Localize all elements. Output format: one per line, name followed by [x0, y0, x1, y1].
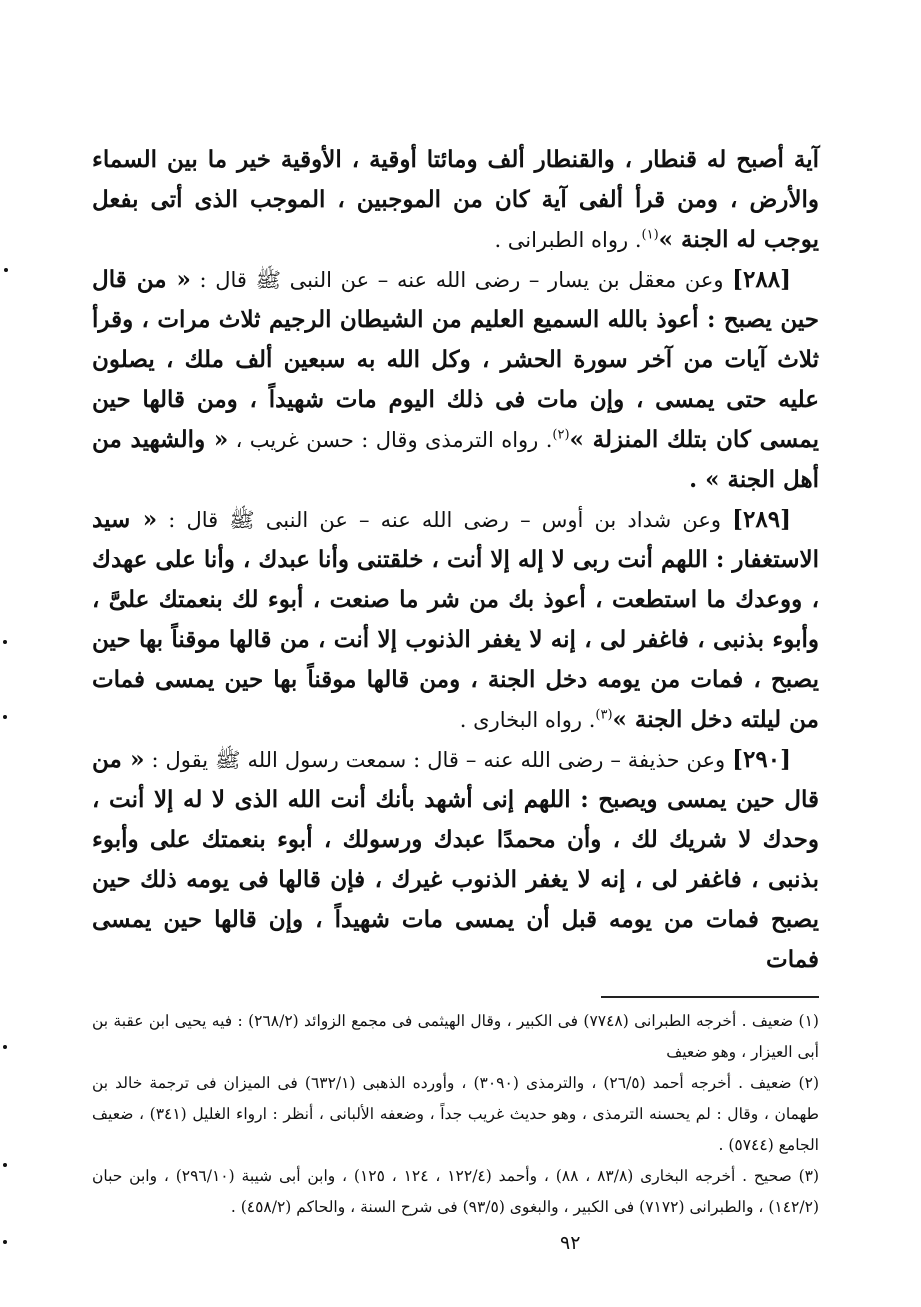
- narration-source: . رواه الطبرانى .: [494, 228, 642, 252]
- footnote-ref: (١): [641, 227, 659, 243]
- footnote-3: (٣) صحيح . أخرجه البخارى (٨٣/٨ ، ٨٨) ، وأحمد (١٢٢/٤ ، ١٢٤ ، ١٢٥) ، وابن أبى شيبة (٢٩٦/١٠) ، وابن حبان (١٤٢/٢) ، والطبرانى (٧١٧٢) فى الكبير ، والبغوى (٩٣/٥) فى شرح السنة ، والحاكم (٤٥٨/٢) .: [92, 1167, 820, 1216]
- paragraph-continuation: [92, 140, 819, 260]
- scan-speck: [3, 1045, 7, 1049]
- hadith-text: « من قال حين يصبح : أعوذ بالله السميع العليم من الشيطان الرجيم ثلاث مرات ، وقرأ ثلاث آيات من آخر سورة الحشر ، وكل الله به سبعين ألف ملك ، يصلون عليه حتى يمسى ، وإن مات فى ذلك اليوم مات شهيداً ، ومن قالها حين يمسى كان بتلك المنزلة »: [92, 266, 819, 453]
- hadith-number: [٢٨٨]: [732, 266, 791, 293]
- scan-speck: [3, 715, 7, 719]
- hadith-text-addition: « والشهيد من أهل الجنة » .: [92, 426, 819, 493]
- footnote-1: (١) ضعيف . أخرجه الطبرانى (٧٧٤٨) فى الكبير ، وقال الهيثمى فى مجمع الزوائد (٢٦٨/٢) : فيه يحيى ابن عقبة بن أبى العيزار ، وهو ضعيف: [92, 1012, 819, 1061]
- hadith-text: « من قال حين يمسى ويصبح : اللهم إنى أشهد بأنك أنت الله الذى لا له إلا أنت ، وحدك لا شريك لك ، وأن محمدًا عبدك ورسولك ، أبوء بنعمتك على وأبوء بذنبى ، فاغفر لى ، إنه لا يغفر الذنوب غيرك ، فإن قالها فى يومه ذلك حين يصبح فمات من يومه قبل أن يمسى مات شهيداً ، وإن قالها حين يمسى فمات: [92, 746, 819, 973]
- narration-source: . رواه الترمذى وقال : حسن غريب ،: [228, 428, 553, 452]
- paragraph-hadith-288: [92, 260, 819, 500]
- hadith-text: « سيد الاستغفار : اللهم أنت ربى لا إله إلا أنت ، خلقتنى وأنا عبدك ، وأنا على عهدك ، ووعدك ما استطعت ، أعوذ بك من شر ما صنعت ، أبوء لك بنعمتك علىَّ ، وأبوء بذنبى ، فاغفر لى ، إنه لا يغفر الذنوب إلا أنت ، من قالها موقناً بها حين يصبح ، فمات من يومه دخل الجنة ، ومن قالها موقناً بها حين يمسى فمات من ليلته دخل الجنة »: [92, 506, 819, 733]
- narration-source: . رواه البخارى .: [459, 708, 596, 732]
- footnotes: [92, 1006, 819, 1223]
- hadith-text: آية أصبح له قنطار ، والقنطار ألف ومائتا أوقية ، الأوقية خير ما بين السماء والأرض ، ومن قرأ ألفى آية كان من الموجبين ، الموجب الذى أتى بفعل يوجب له الجنة »: [92, 146, 819, 253]
- footnote-ref: (٣): [595, 707, 613, 723]
- footnote-divider: [601, 996, 819, 998]
- footnote-ref: (٢): [552, 427, 570, 443]
- footnote-2: (٢) ضعيف . أخرجه أحمد (٢٦/٥) ، والترمذى (٣٠٩٠) ، وأورده الذهبى (٦٣٢/١) فى الميزان فى ترجمة خالد بن طهمان ، وقال : لم يحسنه الترمذى ، وهو حديث غريب جداً ، وضعفه الألبانى ، أنظر : ارواء الغليل (٣٤١) ، ضعيف الجامع (٥٧٤٤) .: [92, 1074, 819, 1154]
- isnad-text: وعن معقل بن يسار – رضى الله عنه – عن النبى ﷺ قال :: [190, 268, 733, 292]
- isnad-text: وعن شداد بن أوس – رضى الله عنه – عن النبى ﷺ قال :: [157, 508, 733, 532]
- scan-speck: [3, 1163, 7, 1167]
- isnad-text: وعن حذيفة – رضى الله عنه – قال : سمعت رسول الله ﷺ يقول :: [144, 748, 733, 772]
- scan-speck: [4, 268, 8, 272]
- scan-speck: [3, 640, 7, 644]
- paragraph-hadith-290: [92, 740, 819, 980]
- hadith-number: [٢٨٩]: [732, 506, 791, 533]
- paragraph-hadith-289: [92, 500, 819, 740]
- page-number: ٩٢: [560, 1232, 581, 1254]
- hadith-number: [٢٩٠]: [732, 746, 791, 773]
- main-text: [92, 140, 819, 980]
- scan-speck: [3, 1240, 7, 1244]
